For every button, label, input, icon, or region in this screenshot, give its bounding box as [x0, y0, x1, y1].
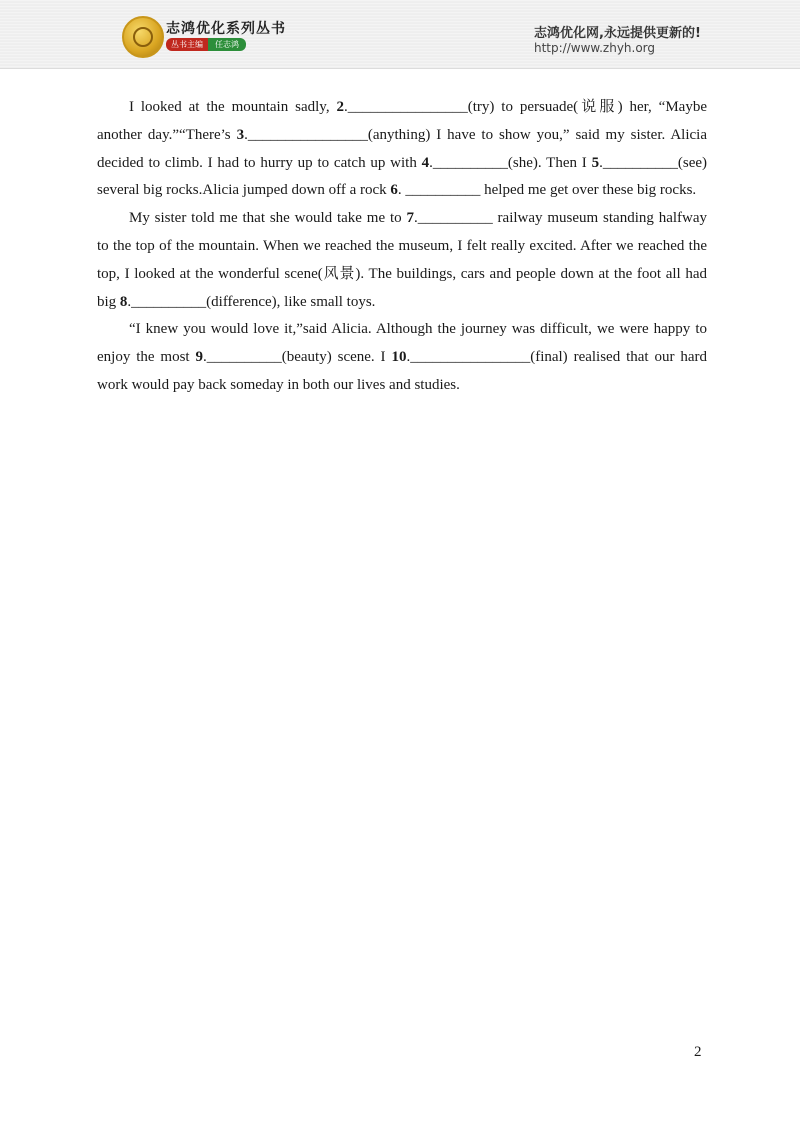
passage	[97, 94, 707, 400]
question-number: 6	[390, 182, 398, 199]
paragraph-2	[97, 205, 707, 316]
answer-blank: __________	[602, 154, 678, 171]
passage-text: .	[343, 99, 348, 115]
question-number: 5	[591, 154, 600, 171]
question-number: 9	[195, 349, 203, 366]
answer-blank: __________	[432, 154, 508, 171]
answer-blank: __________	[405, 182, 481, 199]
answer-blank: ________________	[410, 349, 531, 366]
passage-text: I looked at the mountain sadly,	[129, 99, 337, 115]
passage-text: .	[127, 293, 132, 310]
passage-text: (beauty) scene. I	[281, 349, 392, 366]
paragraph-1	[97, 94, 707, 205]
page-header	[0, 0, 800, 69]
answer-blank: __________	[131, 293, 207, 310]
site-url[interactable]: http://www.zhyh.org	[534, 41, 656, 55]
passage-text: helped me get over these big rocks.	[480, 182, 697, 199]
passage-text: (she). Then I	[507, 154, 592, 171]
question-number: 7	[406, 210, 414, 227]
question-number: 2	[336, 99, 344, 115]
site-slogan: 志鸿优化网,永远提供更新的!	[534, 26, 701, 41]
passage-text: (try) to persuade(说服) her, “Maybe another day.”“There’s	[97, 99, 707, 143]
question-number: 3	[236, 126, 245, 143]
passage-text: (anything) I have to show you,” said my sister. Alicia decided to climb. I had to hurry up to catch up with	[97, 126, 707, 171]
paragraph-3	[97, 316, 707, 399]
passage-text: .	[599, 154, 603, 171]
passage-text: .	[413, 210, 418, 227]
question-number: 8	[119, 293, 128, 310]
passage-text: .	[406, 349, 411, 366]
answer-blank: ________________	[347, 99, 468, 115]
page-number: 2	[694, 1044, 702, 1060]
editor-tag	[166, 38, 246, 51]
passage-text: My sister told me that she would take me to	[129, 210, 407, 227]
series-title: 志鸿优化系列丛书	[166, 21, 286, 37]
answer-blank: ________________	[247, 126, 368, 143]
passage-text: railway museum standing halfway to the top of the mountain. When we reached the museum, I felt really excited. After we reached the top, I looked at the wonderful scene(风景). The buildings, cars and people down at the foot all had big	[97, 210, 708, 310]
passage-text: .	[203, 349, 207, 366]
passage-text: .	[429, 154, 433, 171]
passage-text: (see) several big rocks.Alicia jumped down off a rock	[97, 154, 708, 199]
passage-text: (final) realised that our hard work would pay back someday in both our lives and studies.	[97, 349, 708, 393]
passage-text: .	[244, 126, 248, 143]
answer-blank: __________	[417, 210, 493, 227]
gold-seal-icon	[122, 16, 164, 58]
passage-text: “I knew you would love it,”said Alicia. Although the journey was difficult, we were happy to enjoy the most	[97, 321, 707, 366]
editor-label: 丛书主编	[166, 38, 208, 51]
answer-blank: __________	[206, 349, 282, 366]
question-number: 10	[391, 349, 407, 366]
question-number: 4	[421, 154, 430, 171]
editor-name: 任志鸿	[208, 38, 246, 51]
passage-text: .	[397, 182, 406, 199]
passage-text: (difference), like small toys.	[206, 293, 376, 310]
